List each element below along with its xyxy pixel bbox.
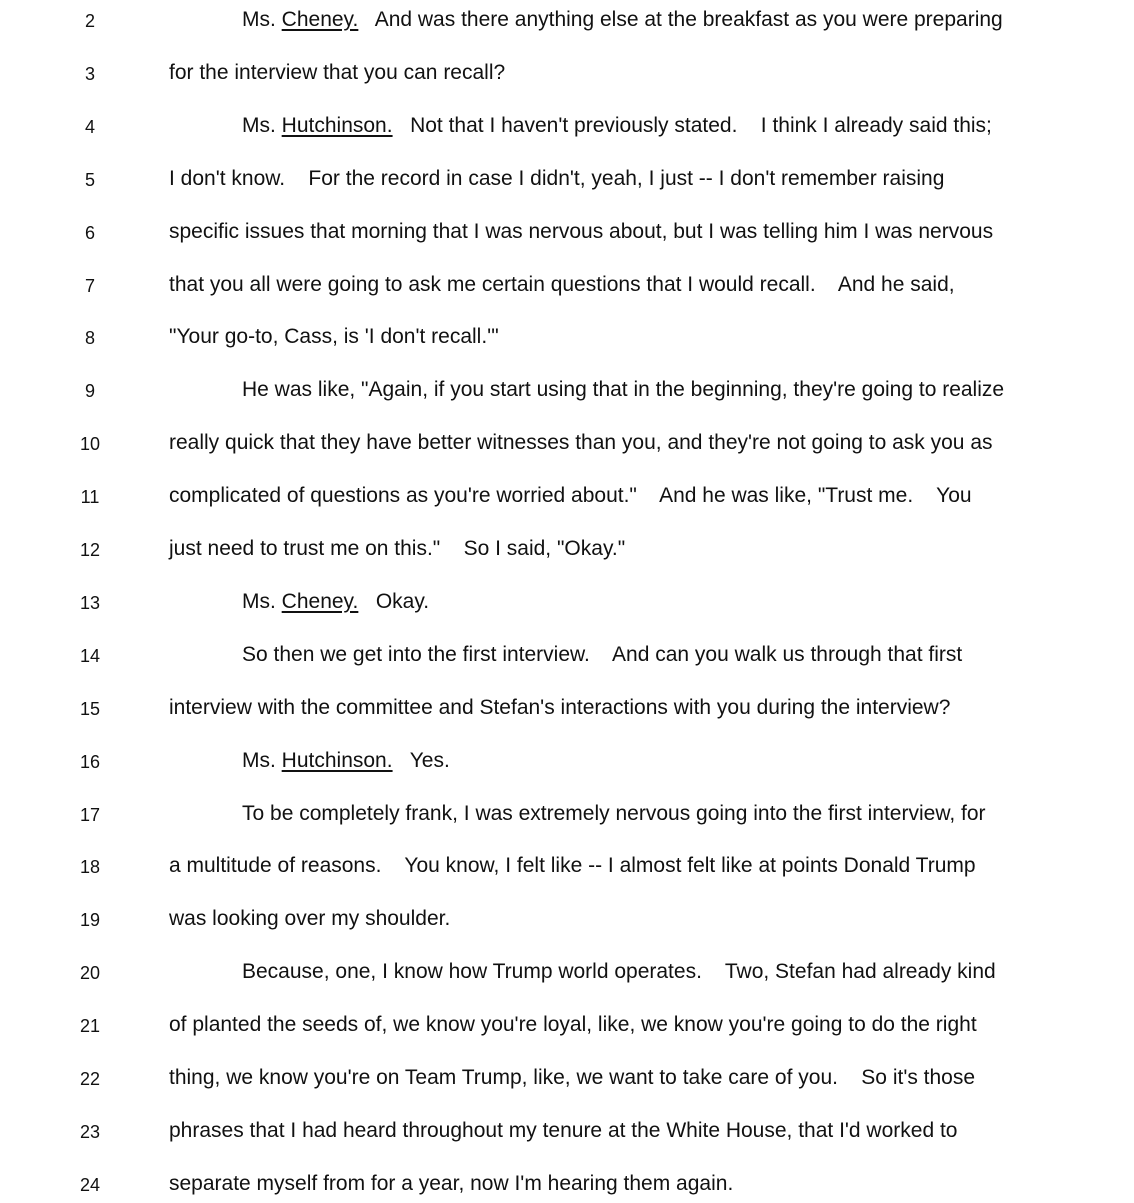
line-text: He was like, "Again, if you start using that in the beginning, they're going to realize	[242, 378, 1005, 402]
line-text: complicated of questions as you're worried about." And he was like, "Trust me. You	[169, 484, 972, 508]
line-number: 17	[79, 804, 101, 825]
transcript-line	[0, 3, 1134, 39]
speaker-name: Cheney.	[281, 8, 359, 31]
transcript-line	[0, 1008, 1134, 1044]
speaker-text: Yes.	[392, 748, 450, 772]
line-text	[242, 749, 450, 773]
line-number: 15	[79, 698, 101, 719]
transcript-line	[0, 1114, 1134, 1150]
line-number: 8	[84, 328, 95, 349]
line-number: 19	[79, 910, 101, 931]
line-number: 13	[79, 592, 101, 613]
speaker-name: Hutchinson.	[281, 113, 393, 137]
line-text: a multitude of reasons. You know, I felt like -- I almost felt like at points Donald Trump	[169, 854, 976, 878]
transcript-line	[0, 849, 1134, 885]
line-number: 22	[79, 1069, 101, 1089]
transcript-line	[0, 744, 1134, 780]
transcript-line	[0, 797, 1134, 833]
line-number: 21	[79, 1016, 101, 1037]
line-number: 11	[80, 487, 100, 508]
transcript-line	[0, 109, 1134, 145]
speaker-prefix: Ms.	[242, 748, 282, 772]
line-number: 24	[79, 1174, 101, 1195]
transcript-line	[0, 955, 1134, 991]
line-number: 7	[84, 275, 95, 296]
line-text: really quick that they have better witnesses than you, and they're not going to ask you as	[169, 431, 993, 455]
line-number: 12	[79, 540, 101, 560]
line-text: So then we get into the first interview. And can you walk us through that first	[242, 642, 963, 666]
transcript-line	[0, 215, 1134, 251]
line-text: phrases that I had heard throughout my tenure at the White House, that I'd worked to	[169, 1118, 958, 1142]
transcript-line	[0, 1061, 1134, 1097]
line-text	[242, 590, 429, 614]
line-text: separate myself from for a year, now I'm hearing them again.	[169, 1171, 734, 1195]
line-number: 2	[84, 11, 95, 31]
line-text	[242, 8, 1003, 32]
line-text: was looking over my shoulder.	[169, 907, 451, 931]
speaker-text: And was there anything else at the breakfast as you were preparing	[358, 8, 1003, 31]
line-text: To be completely frank, I was extremely nervous going into the first interview, for	[242, 801, 986, 825]
transcript-line	[0, 162, 1134, 198]
transcript-line	[0, 1167, 1134, 1203]
transcript-line	[0, 268, 1134, 304]
transcript-line	[0, 426, 1134, 462]
line-text: just need to trust me on this." So I said, "Okay."	[169, 537, 626, 560]
line-number: 23	[79, 1121, 101, 1142]
line-text: for the interview that you can recall?	[169, 60, 506, 84]
line-number: 14	[79, 645, 101, 666]
transcript-line	[0, 532, 1134, 568]
transcript-line	[0, 479, 1134, 515]
transcript-line	[0, 638, 1134, 674]
line-text: interview with the committee and Stefan's interactions with you during the interview?	[169, 695, 951, 719]
transcript-line	[0, 56, 1134, 92]
line-number: 5	[84, 169, 95, 190]
line-number: 9	[84, 381, 95, 402]
line-text: "Your go-to, Cass, is 'I don't recall.'"	[169, 325, 499, 349]
speaker-name: Hutchinson.	[281, 748, 393, 772]
transcript-line	[0, 902, 1134, 938]
transcript-line	[0, 373, 1134, 409]
speaker-prefix: Ms.	[242, 113, 282, 137]
speaker-prefix: Ms.	[242, 589, 282, 613]
transcript-line	[0, 691, 1134, 727]
line-number: 3	[84, 63, 95, 84]
line-text: specific issues that morning that I was nervous about, but I was telling him I was nervous	[169, 219, 994, 243]
speaker-text: Not that I haven't previously stated. I think I already said this;	[392, 113, 992, 137]
speaker-name: Cheney.	[281, 589, 359, 613]
line-text: Because, one, I know how Trump world operates. Two, Stefan had already kind	[242, 960, 996, 984]
line-text	[242, 114, 992, 138]
line-text: I don't know. For the record in case I didn't, yeah, I just -- I don't remember raising	[169, 166, 945, 190]
line-number: 20	[79, 963, 101, 984]
line-number: 6	[84, 222, 95, 243]
line-number: 10	[79, 434, 101, 455]
speaker-text: Okay.	[358, 589, 430, 613]
line-number: 18	[79, 857, 101, 878]
line-text: of planted the seeds of, we know you're loyal, like, we know you're going to do the right	[169, 1013, 977, 1037]
line-number: 4	[84, 116, 95, 137]
transcript-line	[0, 320, 1134, 356]
line-number: 16	[79, 751, 101, 772]
transcript-line	[0, 585, 1134, 621]
line-text: that you all were going to ask me certain questions that I would recall. And he said,	[169, 272, 955, 296]
speaker-prefix: Ms.	[242, 8, 282, 31]
line-text: thing, we know you're on Team Trump, like, we want to take care of you. So it's those	[169, 1066, 976, 1089]
